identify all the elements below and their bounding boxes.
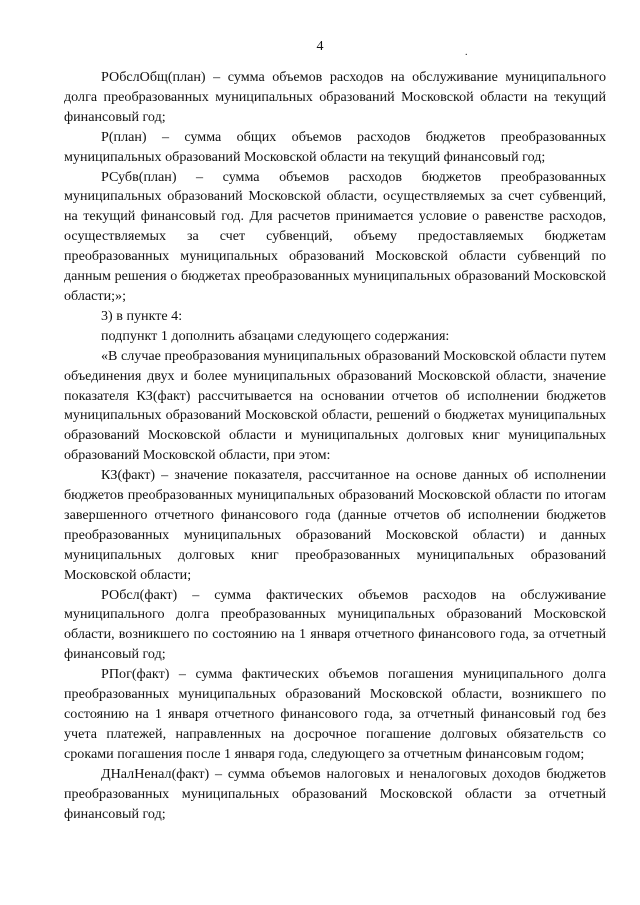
paragraph-transformation-case: «В случае преобразования муниципальных образований Московской области путем объединения двух и более муниципальных образований Московской области, значение показателя КЗ(факт) рассчитывается на основании отчетов об исполнении бюджетов муниципальных образований Московской области, решений о бюджетах муниципальных образований Московской области и муниципальных долговых книг муниципальных образований Московской области, при этом: bbox=[64, 347, 606, 464]
paragraph-item-3: 3) в пункте 4: bbox=[101, 307, 183, 324]
page-mark: . bbox=[465, 47, 468, 58]
paragraph-dnalnenal-fact: ДНалНенал(факт) – сумма объемов налоговых и неналоговых доходов бюджетов преобразованных муниципальных образований Московской области за отчетный финансовый год; bbox=[64, 765, 606, 822]
document-body bbox=[64, 68, 606, 824]
paragraph-rpog-fact: РПог(факт) – сумма фактических объемов погашения муниципального долга преобразованных муниципальных образований Московской области, возникшего по состоянию на 1 января отчетного финансового года, за отчетный финансовый год без учета платежей, направленных на досрочное погашение долговых обязательств со сроками погашения после 1 января года, следующего за отчетным финансовым годом; bbox=[64, 666, 606, 762]
paragraph-robslobsch-plan: РОбслОбщ(план) – сумма объемов расходов на обслуживание муниципального долга преобразованных муниципальных образований Московской области на текущий финансовый год; bbox=[64, 69, 606, 125]
paragraph-rsubv-plan: РСубв(план) – сумма объемов расходов бюджетов преобразованных муниципальных образований Московской области, осуществляемых за счет субвенций, на текущий финансовый год. Для расчетов принимается условие о равенстве расходов, осуществляемых за счет субвенций, объему предоставляемых бюджетам преобразованных муниципальных образований Московской области субвенций по данным решения о бюджетах преобразованных муниципальных образований Московской области;»; bbox=[64, 168, 606, 304]
paragraph-robsl-fact: РОбсл(факт) – сумма фактических объемов расходов на обслуживание муниципального долга преобразованных муниципальных образований Московской области, возникшего по состоянию на 1 января отчетного финансового года, за отчетный финансовый год; bbox=[64, 586, 606, 663]
paragraph-r-plan: Р(план) – сумма общих объемов расходов бюджетов преобразованных муниципальных образований Московской области на текущий финансовый год; bbox=[64, 128, 606, 165]
paragraph-kz-fact: КЗ(факт) – значение показателя, рассчитанное на основе данных об исполнении бюджетов преобразованных муниципальных образований Московской области по итогам завершенного отчетного финансового года (данные отчетов об исполнении бюджетов преобразованных муниципальных образований Московской области) и данных муниципальных долговых книг преобразованных муниципальных образований Московской области; bbox=[64, 467, 606, 583]
paragraph-subitem-1: подпункт 1 дополнить абзацами следующего содержания: bbox=[101, 327, 450, 344]
page-number: 4 bbox=[316, 39, 324, 54]
